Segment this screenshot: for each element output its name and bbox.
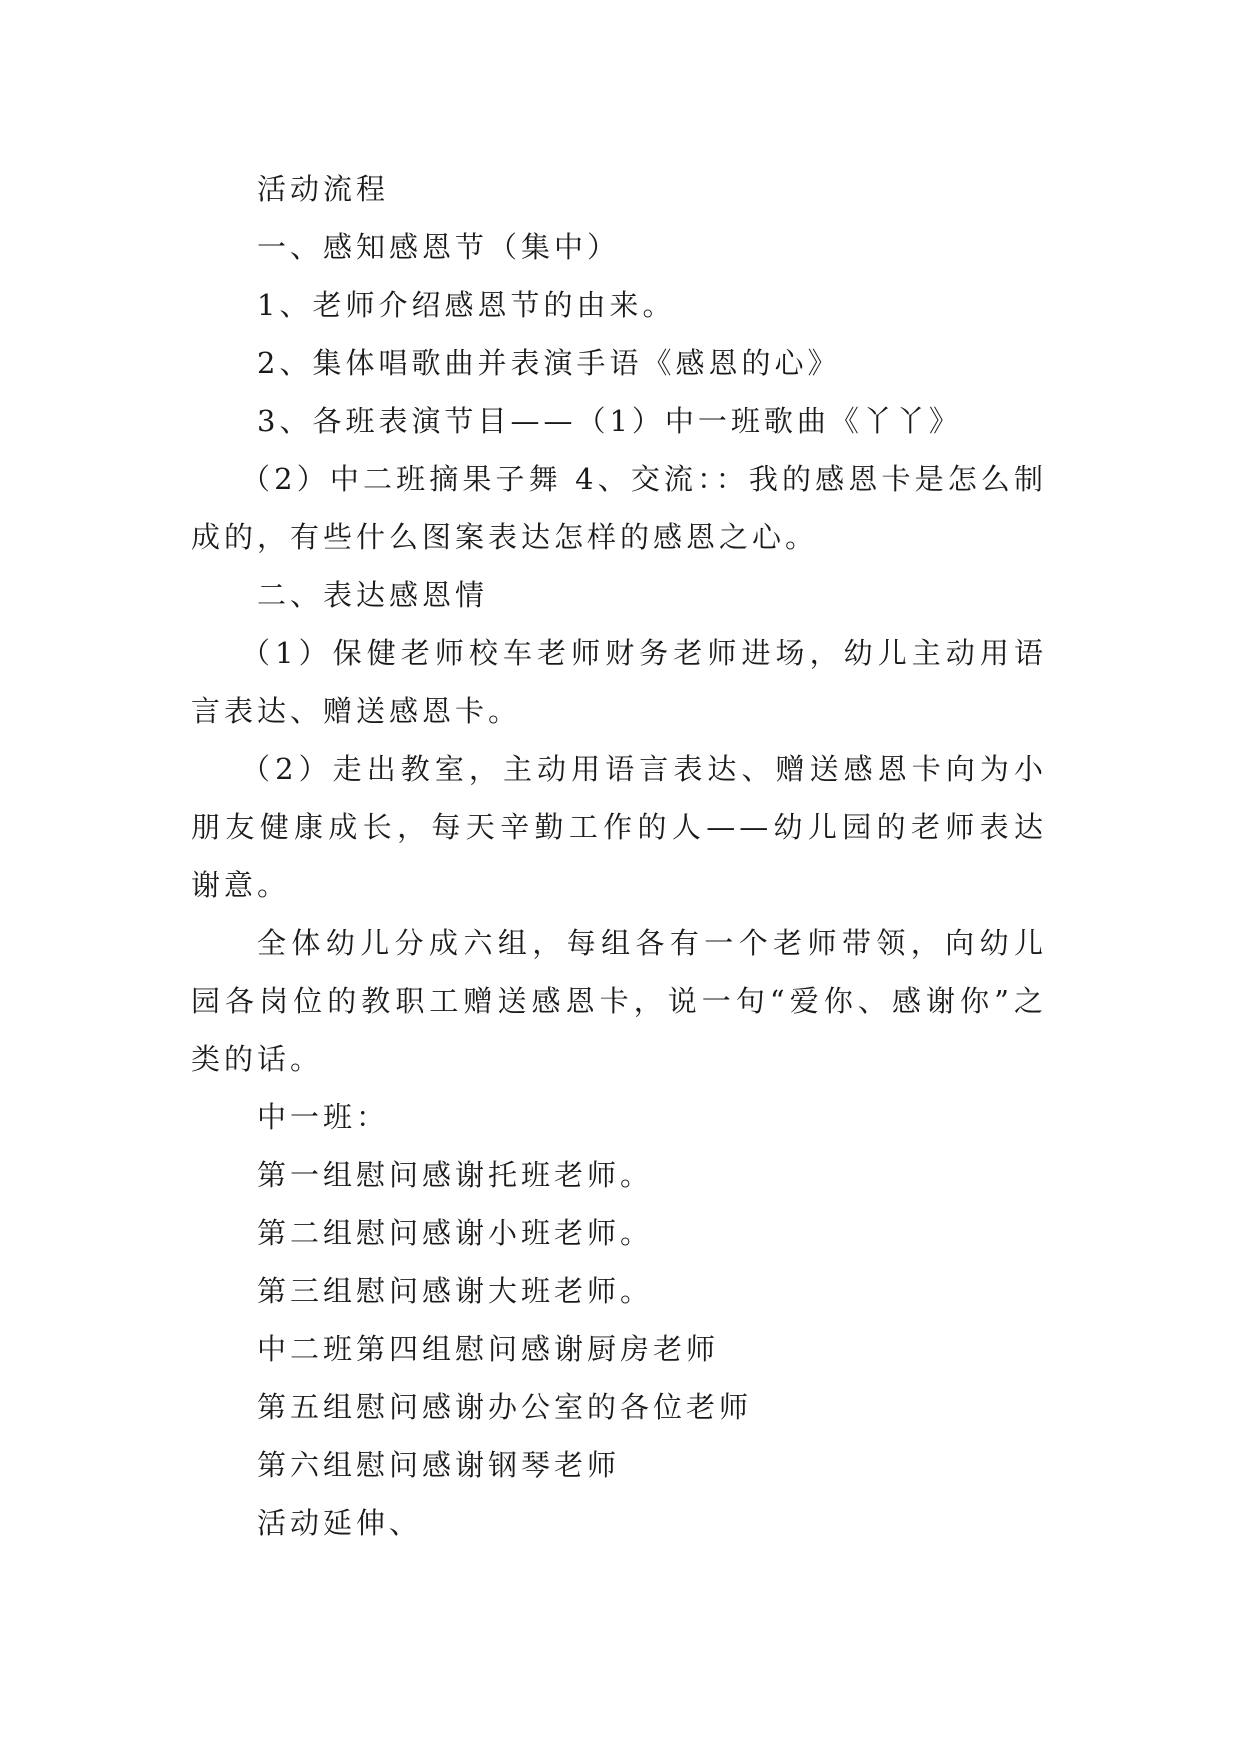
paragraph: 1、老师介绍感恩节的由来。 [257,288,676,322]
list-item: 第三组慰问感谢大班老师。 [257,1274,654,1308]
list-item: 第五组慰问感谢办公室的各位老师 [257,1390,753,1424]
paragraph: （1）保健老师校车老师财务老师进场，幼儿主动用语言表达、赠送感恩卡。 [191,636,1047,728]
section-heading: 一、感知感恩节（集中） [257,230,621,264]
section-heading: 活动流程 [257,172,390,206]
list-item: 第二组慰问感谢小班老师。 [257,1216,654,1250]
section-heading: 二、表达感恩情 [257,578,489,612]
paragraph: 2、集体唱歌曲并表演手语《感恩的心》 [257,346,841,380]
paragraph: 中一班： [257,1100,390,1134]
paragraph: 全体幼儿分成六组，每组各有一个老师带领，向幼儿园各岗位的教职工赠送感恩卡，说一句“爱你、感谢你”之类的话。 [191,926,1047,1076]
list-item: 第六组慰问感谢钢琴老师 [257,1448,621,1482]
paragraph: （2）中二班摘果子舞 4、交流：：我的感恩卡是怎么制成的，有些什么图案表达怎样的感恩之心。 [191,462,1047,554]
paragraph: （2）走出教室，主动用语言表达、赠送感恩卡向为小朋友健康成长，每天辛勤工作的人——幼儿园的老师表达谢意。 [191,752,1047,902]
list-item: 中二班第四组慰问感谢厨房老师 [257,1332,720,1366]
list-item: 第一组慰问感谢托班老师。 [257,1158,654,1192]
paragraph: 3、各班表演节目——（1）中一班歌曲《丫丫》 [257,404,962,438]
section-heading: 活动延伸、 [257,1506,423,1540]
document-body [191,160,1047,1552]
